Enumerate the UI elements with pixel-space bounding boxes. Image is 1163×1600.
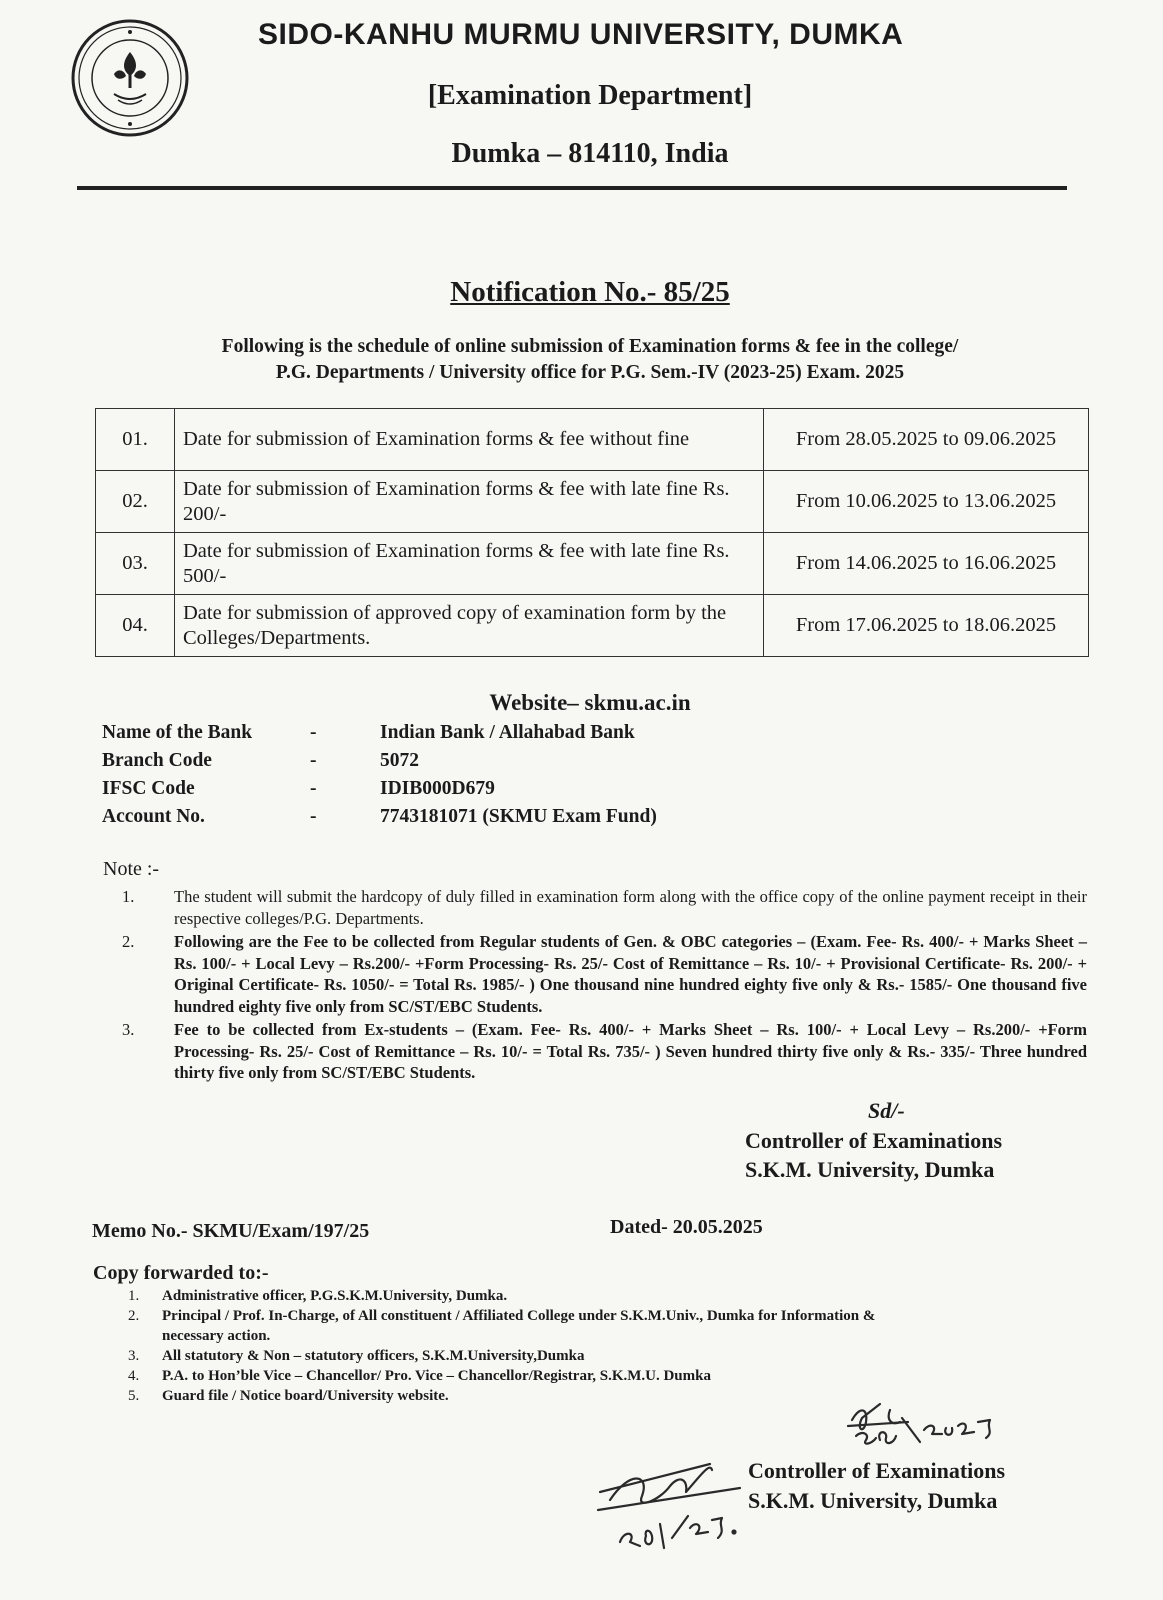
table-row	[96, 409, 1089, 471]
row-dates: From 10.06.2025 to 13.06.2025	[764, 471, 1089, 533]
bank-label: IFSC Code	[102, 778, 195, 799]
bank-row	[102, 806, 802, 834]
list-text: Principal / Prof. In-Charge, of All constituent / Affiliated College under S.K.M.Univ., Dumka for Information & necessary action.	[162, 1308, 876, 1344]
note-number: 2.	[122, 932, 135, 951]
row-number: 01.	[96, 409, 175, 471]
row-description: Date for submission of Examination forms & fee with late fine Rs. 200/-	[175, 471, 764, 533]
university-seal-icon	[70, 18, 190, 138]
schedule-table	[95, 408, 1089, 657]
address: Dumka – 814110, India	[451, 138, 729, 169]
signatory-designation: Controller of Examinations	[745, 1128, 1003, 1153]
list-number: 1.	[128, 1288, 140, 1304]
notification-title: Notification No.- 85/25	[450, 276, 730, 308]
note-text: Following are the Fee to be collected from Regular students of Gen. & OBC categories – (Exam. Fee- Rs. 400/- + Marks Sheet – Rs. 100/- + Local Levy – Rs.200/- +Form Processing- Rs. 25/- Cost of Remittance – Rs. 10/- + Provisional Certificate- Rs. 200/- + Original Certificate- Rs. 1050/- = Total Rs. 1985/- ) One thousand nine hundred eighty five only & Rs.- 1585/- One thousand five hundred eighty five only from SC/ST/EBC Students.	[174, 932, 1087, 1016]
list-item	[128, 1346, 888, 1366]
row-description: Date for submission of Examination forms & fee with late fine Rs. 500/-	[175, 533, 764, 595]
signature-block-2	[748, 1456, 1005, 1516]
row-description: Date for submission of approved copy of examination form by the Colleges/Departments.	[175, 595, 764, 657]
website-line: Website– skmu.ac.in	[489, 690, 691, 715]
copy-forwarded-heading: Copy forwarded to:-	[93, 1262, 269, 1284]
memo-date: Dated- 20.05.2025	[610, 1216, 763, 1238]
intro-line-2: P.G. Departments / University office for P.G. Sem.-IV (2023-25) Exam. 2025	[275, 362, 905, 383]
signature-block-1	[745, 1126, 1002, 1184]
note-item	[122, 1019, 1087, 1084]
list-text: All statutory & Non – statutory officers, S.K.M.University,Dumka	[162, 1348, 585, 1364]
note-number: 1.	[122, 887, 135, 906]
row-dates: From 14.06.2025 to 16.06.2025	[764, 533, 1089, 595]
notes-list	[122, 886, 1087, 1086]
list-item	[128, 1366, 888, 1386]
list-text: P.A. to Hon’ble Vice – Chancellor/ Pro. Vice – Chancellor/Registrar, S.K.M.U. Dumka	[162, 1368, 711, 1384]
table-row	[96, 471, 1089, 533]
notification-intro	[120, 334, 1060, 386]
university-name: SIDO-KANHU MURMU UNIVERSITY, DUMKA	[258, 18, 904, 51]
bank-dash: -	[310, 722, 317, 743]
note-item	[122, 931, 1087, 1017]
signatory-office: S.K.M. University, Dumka	[745, 1157, 995, 1182]
bank-row	[102, 722, 802, 750]
sd-mark: Sd/-	[868, 1098, 905, 1123]
bank-label: Name of the Bank	[102, 722, 253, 743]
table-row	[96, 595, 1089, 657]
row-number: 03.	[96, 533, 175, 595]
bank-value: IDIB000D679	[380, 778, 495, 799]
bank-dash: -	[310, 806, 317, 827]
department-name: [Examination Department]	[427, 80, 753, 111]
signatory-designation: Controller of Examinations	[748, 1458, 1006, 1483]
note-item	[122, 886, 1087, 929]
signatory-office: S.K.M. University, Dumka	[748, 1488, 998, 1513]
row-number: 04.	[96, 595, 175, 657]
note-number: 3.	[122, 1020, 135, 1039]
note-text: The student will submit the hardcopy of duly filled in examination form along with the office copy of the online payment receipt in their respective colleges/P.G. Departments.	[174, 887, 1087, 928]
row-dates: From 17.06.2025 to 18.06.2025	[764, 595, 1089, 657]
intro-line-1: Following is the schedule of online submission of Examination forms & fee in the college/	[221, 336, 959, 357]
memo-number: Memo No.- SKMU/Exam/197/25	[92, 1220, 370, 1242]
bank-row	[102, 750, 802, 778]
bank-details	[102, 722, 802, 834]
list-text: Guard file / Notice board/University website.	[162, 1388, 449, 1404]
list-number: 4.	[128, 1368, 140, 1384]
table-row	[96, 533, 1089, 595]
list-number: 2.	[128, 1308, 140, 1324]
list-number: 5.	[128, 1388, 140, 1404]
bank-dash: -	[310, 778, 317, 799]
row-description: Date for submission of Examination forms & fee without fine	[175, 409, 764, 471]
list-text: Administrative officer, P.G.S.K.M.University, Dumka.	[162, 1288, 508, 1304]
bank-value: 7743181071 (SKMU Exam Fund)	[380, 806, 657, 827]
list-number: 3.	[128, 1348, 140, 1364]
bank-row	[102, 778, 802, 806]
bank-dash: -	[310, 750, 317, 771]
row-number: 02.	[96, 471, 175, 533]
row-dates: From 28.05.2025 to 09.06.2025	[764, 409, 1089, 471]
bank-label: Account No.	[102, 806, 205, 827]
bank-label: Branch Code	[102, 750, 212, 771]
bank-value: Indian Bank / Allahabad Bank	[380, 722, 635, 743]
header-divider	[77, 186, 1067, 190]
list-item	[128, 1306, 888, 1346]
note-text: Fee to be collected from Ex-students – (Exam. Fee- Rs. 400/- + Marks Sheet – Rs. 100/- + Local Levy – Rs.200/- +Form Processing- Rs. 25/- Cost of Remittance – Rs. 10/- = Total Rs. 735/- ) Seven hundred thirty five only & Rs.- 335/- Three hundred thirty five only from SC/ST/EBC Students.	[174, 1020, 1087, 1082]
list-item	[128, 1286, 888, 1306]
copy-forwarded-list	[128, 1286, 888, 1406]
bank-value: 5072	[380, 750, 419, 771]
note-label: Note :-	[103, 858, 160, 880]
